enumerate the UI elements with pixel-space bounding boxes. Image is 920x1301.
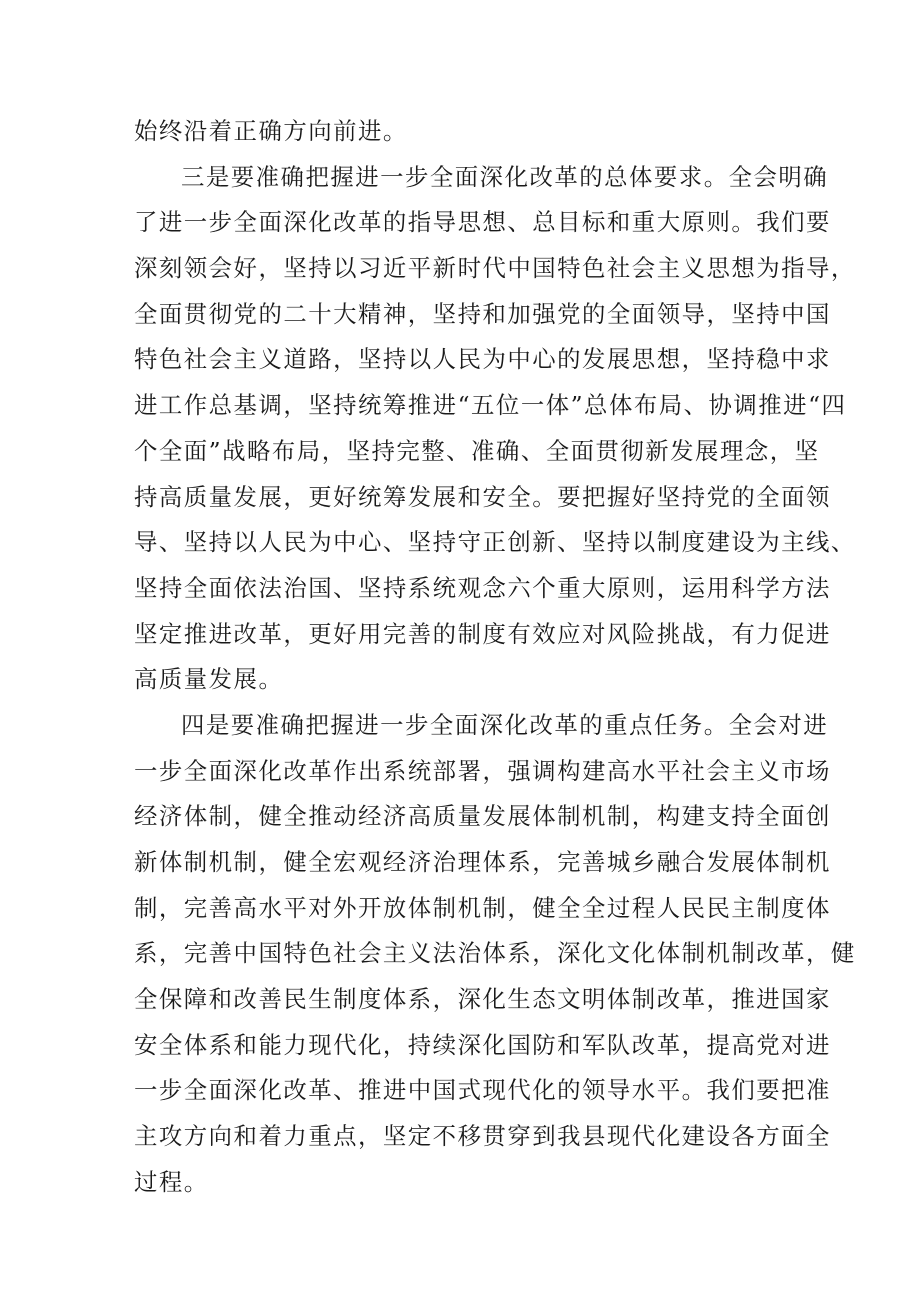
- text-line: 个全面”战略布局，坚持完整、准确、全面贯彻新发展理念，坚: [134, 436, 820, 465]
- text-line: 坚持全面依法治国、坚持系统观念六个重大原则，运用科学方法: [134, 573, 831, 602]
- document-body: [134, 109, 856, 1206]
- text-line: 导、坚持以人民为中心、坚持守正创新、坚持以制度建设为主线、: [134, 528, 856, 557]
- text-line: 进工作总基调，坚持统筹推进“五位一体”总体布局、协调推进“四: [134, 391, 847, 420]
- text-line: 新体制机制，健全宏观经济治理体系，完善城乡融合发展体制机: [134, 848, 831, 876]
- text-line: 三是要准确把握进一步全面深化改革的总体要求。全会明确: [181, 162, 829, 191]
- text-line: 主攻方向和着力重点，坚定不移贯穿到我县现代化建设各方面全: [134, 1122, 831, 1151]
- text-line: 了进一步全面深化改革的指导思想、总目标和重大原则。我们要: [134, 208, 831, 237]
- text-line: 始终沿着正确方向前进。: [134, 117, 408, 145]
- text-line: 系，完善中国特色社会主义法治体系，深化文化体制机制改革，健: [134, 939, 856, 968]
- text-line: 一步全面深化改革作出系统部署，强调构建高水平社会主义市场: [134, 756, 831, 785]
- text-line: 四是要准确把握进一步全面深化改革的重点任务。全会对进: [181, 710, 829, 739]
- text-line: 全面贯彻党的二十大精神，坚持和加强党的全面领导，坚持中国: [134, 299, 831, 328]
- text-line: 深刻领会好，坚持以习近平新时代中国特色社会主义思想为指导，: [134, 254, 856, 283]
- text-line: 过程。: [134, 1167, 209, 1196]
- paragraph: [134, 155, 856, 703]
- text-line: 经济体制，健全推动经济高质量发展体制机制，构建支持全面创: [134, 802, 831, 831]
- text-line: 安全体系和能力现代化，持续深化国防和军队改革，提高党对进: [134, 1030, 831, 1059]
- paragraph: [134, 703, 856, 1206]
- text-line: 一步全面深化改革、推进中国式现代化的领导水平。我们要把准: [134, 1076, 831, 1105]
- text-line: 制，完善高水平对外开放体制机制，健全全过程人民民主制度体: [134, 893, 831, 922]
- text-line: 高质量发展。: [134, 665, 284, 694]
- paragraph: [134, 109, 794, 155]
- text-line: 全保障和改善民生制度体系，深化生态文明体制改革，推进国家: [134, 985, 831, 1014]
- text-line: 坚定推进改革，更好用完善的制度有效应对风险挑战，有力促进: [134, 619, 831, 648]
- text-line: 特色社会主义道路，坚持以人民为中心的发展思想，坚持稳中求: [134, 345, 831, 374]
- text-line: 持高质量发展，更好统筹发展和安全。要把握好坚持党的全面领: [134, 482, 831, 511]
